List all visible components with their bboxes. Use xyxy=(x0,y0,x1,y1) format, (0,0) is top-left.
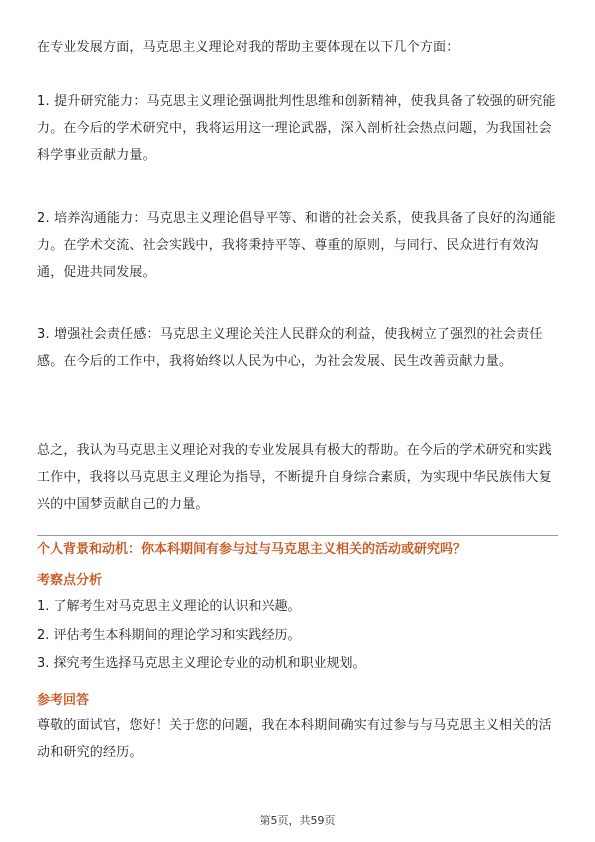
analysis-heading: 考察点分析 xyxy=(37,573,103,588)
intro-paragraph: 在专业发展方面，马克思主义理论对我的帮助主要体现在以下几个方面： xyxy=(37,40,460,55)
section-divider xyxy=(37,535,558,536)
point-3-paragraph: 3. 增强社会责任感：马克思主义理论关注人民群众的利益，使我树立了强烈的社会责任感。在今后的工作中，我将始终以人民为中心，为社会发展、民生改善贡献力量。 xyxy=(37,327,543,369)
analysis-item: 1. 了解考生对马克思主义理论的认识和兴趣。 xyxy=(37,599,301,614)
point-2-paragraph: 2. 培养沟通能力：马克思主义理论倡导平等、和谐的社会关系，使我具备了良好的沟通能力。在学术交流、社会实践中，我将秉持平等、尊重的原则，与同行、民众进行有效沟通，促进共同发展。 xyxy=(37,211,556,280)
answer-heading: 参考回答 xyxy=(37,693,90,708)
answer-paragraph: 尊敬的面试官，您好！关于您的问题，我在本科期间确实有过参与与马克思主义相关的活动和研究的经历。 xyxy=(37,718,552,760)
point-1-paragraph: 1. 提升研究能力：马克思主义理论强调批判性思维和创新精神，使我具备了较强的研究能力。在今后的学术研究中，我将运用这一理论武器，深入剖析社会热点问题，为我国社会科学事业贡献力量。 xyxy=(37,94,556,163)
analysis-item: 3. 探究考生选择马克思主义理论专业的动机和职业规划。 xyxy=(37,656,366,671)
analysis-item: 2. 评估考生本科期间的理论学习和实践经历。 xyxy=(37,628,301,643)
conclusion-paragraph: 总之，我认为马克思主义理论对我的专业发展具有极大的帮助。在今后的学术研究和实践工作中，我将以马克思主义理论为指导，不断提升自身综合素质，为实现中华民族伟大复兴的中国梦贡献自己的力量。 xyxy=(37,443,552,512)
page-number: 第5页，共59页 xyxy=(259,814,336,827)
question-title: 个人背景和动机：你本科期间有参与过与马克思主义相关的活动或研究吗？ xyxy=(37,542,467,557)
